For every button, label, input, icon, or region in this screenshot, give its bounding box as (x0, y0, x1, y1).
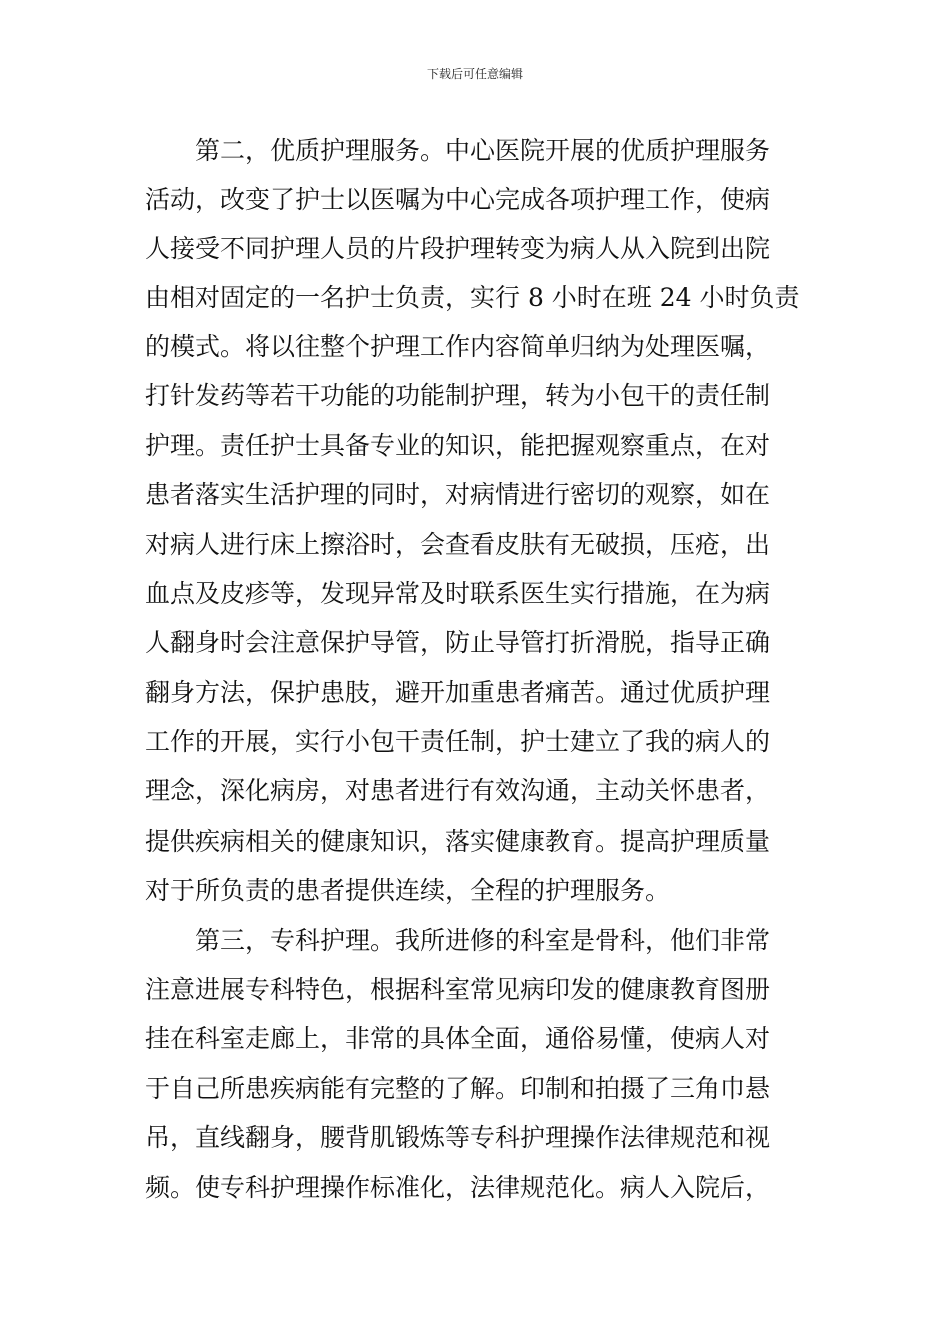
paragraph-line: 吊，直线翻身，腰背肌锻炼等专科护理操作法律规范和视 (145, 1123, 771, 1152)
paragraph-line: 挂在科室走廊上，非常的具体全面，通俗易懂，使病人对 (145, 1024, 771, 1053)
paragraph-line: 人接受不同护理人员的片段护理转变为病人从入院到出院 (145, 234, 771, 263)
paragraph-line: 提供疾病相关的健康知识，落实健康教育。提高护理质量 (145, 827, 771, 856)
paragraph-line: 护理。责任护士具备专业的知识，能把握观察重点，在对 (145, 431, 771, 460)
paragraph-line: 第二，优质护理服务。中心医院开展的优质护理服务 (145, 136, 771, 165)
paragraph-line: 对病人进行床上擦浴时，会查看皮肤有无破损，压疮，出 (145, 530, 771, 559)
paragraph-line: 注意进展专科特色，根据科室常见病印发的健康教育图册 (145, 975, 771, 1004)
page-header: 下载后可任意编辑 (426, 67, 523, 81)
paragraph-line: 由相对固定的一名护士负责，实行 8 小时在班 24 小时负责 (145, 283, 800, 312)
paragraph-line: 打针发药等若干功能的功能制护理，转为小包干的责任制 (145, 381, 771, 410)
paragraph-line: 理念，深化病房，对患者进行有效沟通，主动关怀患者， (145, 776, 771, 805)
paragraph-line: 人翻身时会注意保护导管，防止导管打折滑脱，指导正确 (145, 628, 771, 657)
paragraph-line: 工作的开展，实行小包干责任制，护士建立了我的病人的 (145, 727, 771, 756)
paragraph-line: 频。使专科护理操作标准化，法律规范化。病人入院后， (145, 1173, 771, 1202)
paragraph-line: 的模式。将以往整个护理工作内容简单归纳为处理医嘱， (145, 332, 771, 361)
paragraph-line: 血点及皮疹等，发现异常及时联系医生实行措施，在为病 (145, 579, 771, 608)
paragraph-line: 患者落实生活护理的同时，对病情进行密切的观察，如在 (145, 480, 771, 509)
paragraph-line: 对于所负责的患者提供连续，全程的护理服务。 (145, 876, 671, 905)
paragraph-line: 于自己所患疾病能有完整的了解。印制和拍摄了三角巾悬 (145, 1074, 771, 1103)
paragraph-line: 第三，专科护理。我所进修的科室是骨科，他们非常 (145, 926, 771, 955)
paragraph-line: 活动，改变了护士以医嘱为中心完成各项护理工作，使病 (145, 185, 771, 214)
paragraph-line: 翻身方法，保护患肢，避开加重患者痛苦。通过优质护理 (145, 678, 771, 707)
